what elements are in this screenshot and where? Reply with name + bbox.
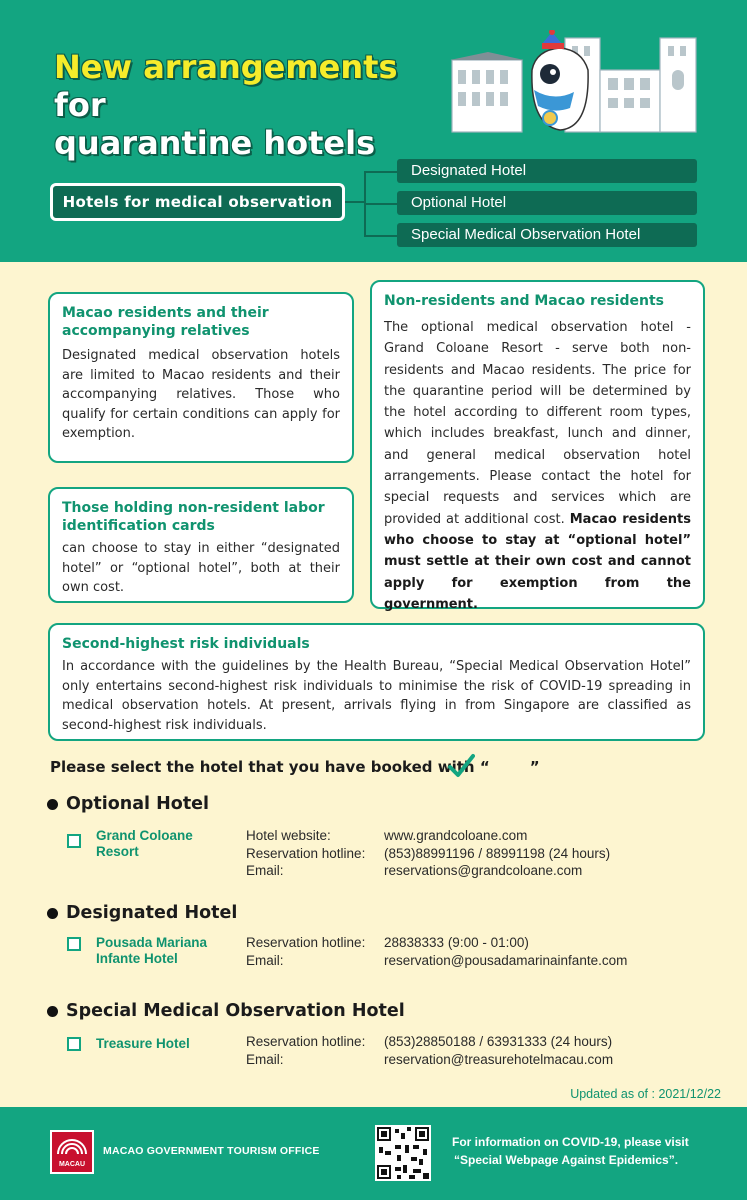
section-special-hotel: Special Medical Observation Hotel	[47, 1001, 405, 1021]
card-non-residents	[370, 280, 705, 612]
checkbox-pousada-mariana[interactable]	[67, 937, 81, 951]
hotel-name-pousada-mariana: Pousada Mariana Infante Hotel	[96, 935, 208, 966]
updated-date: Updated as of : 2021/12/22	[570, 1087, 721, 1101]
card-macao-residents	[48, 292, 354, 463]
covid-info-text: For information on COVID-19, please visit “Special Webpage Against Epidemics”.	[452, 1135, 689, 1167]
hotel-email-link[interactable]: reservation@treasurehotelmacau.com	[384, 1051, 614, 1067]
hotel-values: 28838333 (9:00 - 01:00) reservation@pousadamarinainfante.com	[384, 935, 628, 968]
hotel-email-link[interactable]: reservations@grandcoloane.com	[384, 863, 583, 878]
hotel-website-link[interactable]: www.grandcoloane.com	[384, 828, 528, 843]
checkbox-grand-coloane[interactable]	[67, 834, 81, 848]
svg-text:MACAU: MACAU	[58, 1161, 86, 1168]
hotel-labels: Reservation hotline: Email:	[246, 935, 366, 968]
hotel-values: (853)28850188 / 63931333 (24 hours) reservation@treasurehotelmacau.com	[384, 1034, 614, 1067]
macau-logo-icon	[50, 1130, 94, 1174]
bullet-icon	[47, 1006, 58, 1017]
hotel-type-special: Special Medical Observation Hotel	[397, 223, 697, 247]
hotel-type-designated: Designated Hotel	[397, 159, 697, 183]
mascot-illustration	[450, 30, 698, 134]
qr-code-icon[interactable]	[375, 1125, 431, 1181]
special-webpage-link[interactable]: “Special Webpage Against Epidemics”.	[454, 1153, 679, 1167]
card-body: The optional medical observation hotel - Grand Coloane Resort - serve both non-residents and Macao residents. The price for the quarantine period will be determined by the hotel according to different room types, which includes breakfast, lunch and dinner, and general medical observation hotel arrangements. Please contact the hotel for special requests and services which are provided at additional cost. Macao residents who choose to stay at “optional hotel” must settle at their own cost and cannot apply for exemption from the government.	[384, 320, 691, 612]
hotel-values: www.grandcoloane.com (853)88991196 / 88991198 (24 hours) reservations@grandcoloane.com	[384, 828, 611, 878]
checkmark-icon	[447, 752, 475, 780]
card-title: Those holding non-resident labor identification cards	[62, 500, 325, 534]
card-second-highest-risk	[48, 623, 705, 741]
bracket-connector	[345, 171, 397, 237]
section-optional-hotel: Optional Hotel	[47, 794, 209, 814]
hotel-name-grand-coloane: Grand Coloane Resort	[96, 828, 193, 859]
page-title: New arrangements for quarantine hotels	[54, 48, 398, 162]
hotels-for-medical-observation-label: Hotels for medical observation	[50, 183, 345, 221]
hotel-labels: Reservation hotline: Email:	[246, 1034, 366, 1067]
hotel-email-link[interactable]: reservation@pousadamarinainfante.com	[384, 952, 628, 968]
card-title: Second-highest risk individuals	[62, 636, 310, 652]
card-title: Non-residents and Macao residents	[384, 293, 664, 309]
section-designated-hotel: Designated Hotel	[47, 903, 237, 923]
card-body-emphasis: Macao residents who choose to stay at “optional hotel” must settle at their own cost and cannot apply for exemption from the government.	[384, 511, 691, 612]
card-title: Macao residents and their accompanying relatives	[62, 305, 269, 339]
card-body: Designated medical observation hotels are limited to Macao residents and their accompanying relatives. Those who qualify for certain conditions can apply for exemption.	[62, 348, 340, 441]
tourism-office-name: MACAO GOVERNMENT TOURISM OFFICE	[103, 1145, 320, 1157]
checkbox-treasure-hotel[interactable]	[67, 1037, 81, 1051]
card-body: can choose to stay in either “designated hotel” or “optional hotel”, both at their own cost.	[62, 541, 340, 595]
bullet-icon	[47, 799, 58, 810]
hotel-labels: Hotel website: Reservation hotline: Email:	[246, 828, 366, 878]
hotel-name-treasure: Treasure Hotel	[96, 1036, 190, 1051]
select-instruction: Please select the hotel that you have booked with “ ”	[50, 758, 540, 776]
card-body: In accordance with the guidelines by the Health Bureau, “Special Medical Observation Hotel” only entertains second-highest risk individuals to minimise the risk of COVID-19 spreading in medical observation hotels. At present, arrivals flying in from Singapore are classified as second-highest risk individuals.	[62, 659, 691, 733]
bullet-icon	[47, 908, 58, 919]
card-non-resident-labor	[48, 487, 354, 603]
hotel-type-optional: Optional Hotel	[397, 191, 697, 215]
